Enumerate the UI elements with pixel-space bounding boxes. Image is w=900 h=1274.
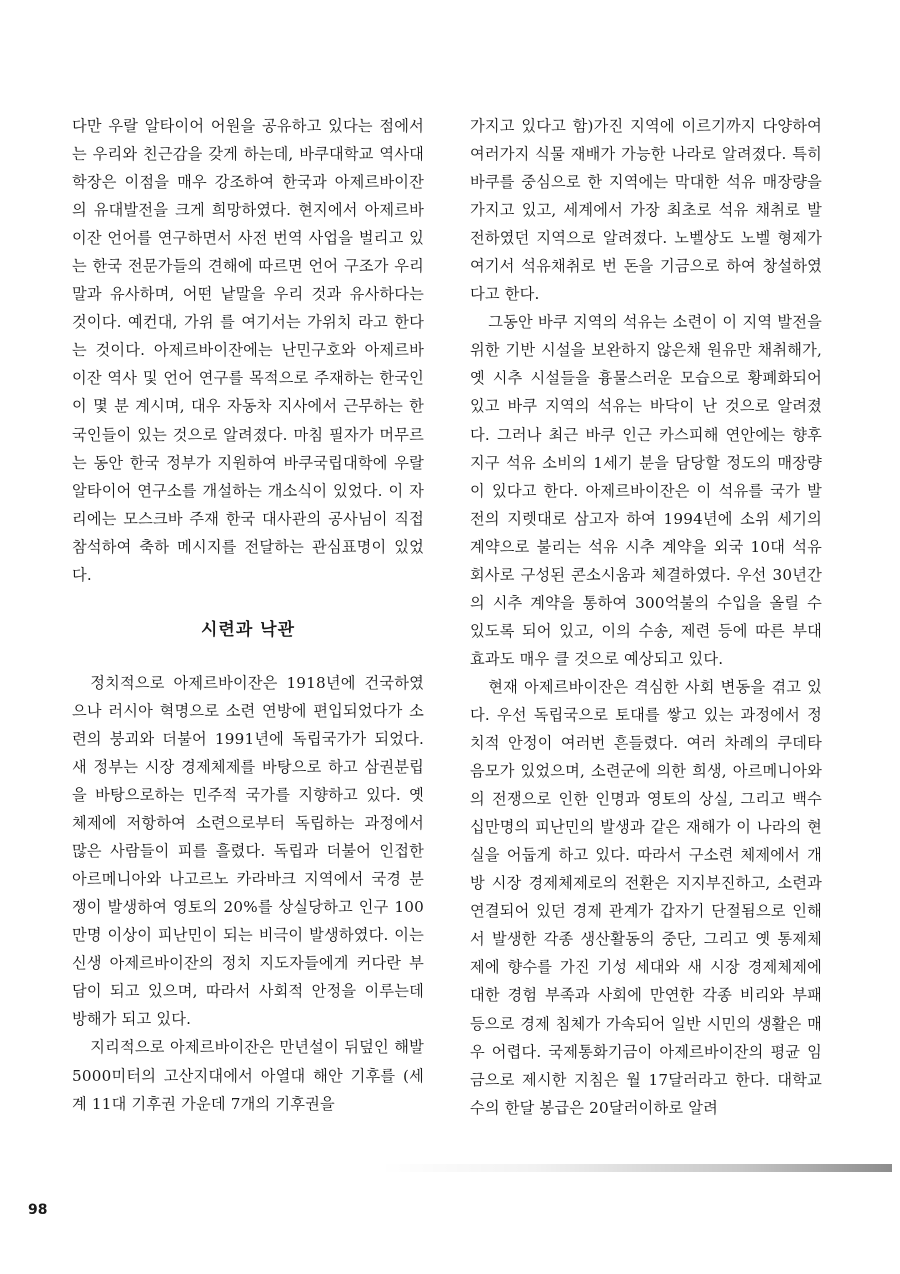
section-heading: 시련과 낙관 [200, 619, 296, 640]
body-paragraph: 그동안 바쿠 지역의 석유는 소련이 이 지역 발전을 위한 기반 시설을 보완하지 않은채 원유만 채취해가, 옛 시추 시설들을 흉물스러운 모습으로 황폐화되어 있고 바쿠 지역의 석유는 바닥이 난 것으로 알려졌다. 그러나 최근 바쿠 인근 카스피해 연안에는 향후 지구 석유 소비의 1세기 분을 담당할 정도의 매장량이 있다고 한다. 아제르바이잔은 이 석유를 국가 발전의 지렛대로 삼고자 하여 1994년에 소위 세기의 계약으로 불리는 석유 시추 계약을 외국 10대 석유 회사로 구성된 콘소시움과 체결하였다. 우선 30년간의 시추 계약을 통하여 300억불의 수입을 올릴 수 있도록 되어 있고, 이의 수송, 제련 등에 따른 부대 효과도 매우 클 것으로 예상되고 있다. [470, 313, 822, 668]
right-column [470, 112, 822, 1122]
body-paragraph: 현재 아제르바이잔은 격심한 사회 변동을 겪고 있다. 우선 독립국으로 토대를 쌓고 있는 과정에서 정치적 안정이 여러번 흔들렸다. 여러 차례의 쿠데타 음모가 있었으며, 소련군에 의한 희생, 아르메니아와의 전쟁으로 인한 인명과 영토의 상실, 그리고 백수십만명의 피난민의 발생과 같은 재해가 이 나라의 현실을 어둡게 하고 있다. 따라서 구소련 체제에서 개방 시장 경제체제로의 전환은 지지부진하고, 소련과 연결되어 있던 경제 관계가 갑자기 단절됨으로 인해서 발생한 각종 생산활동의 중단, 그리고 옛 통제체제에 향수를 가진 기성 세대와 새 시장 경제체제에 대한 경험 부족과 사회에 만연한 각종 비리와 부패 등으로 경제 침체가 가속되어 일반 시민의 생활은 매우 어렵다. 국제통화기금이 아제르바이잔의 평균 임금으로 제시한 지침은 월 17달러라고 한다. 대학교수의 한달 봉급은 20달러이하로 알려 [470, 677, 822, 1117]
body-paragraph: 다만 우랄 알타이어 어원을 공유하고 있다는 점에서는 우리와 친근감을 갖게 하는데, 바쿠대학교 역사대학장은 이점을 매우 강조하여 한국과 아제르바이잔의 유대발전을 크게 희망하였다. 현지에서 아제르바이잔 언어를 연구하면서 사전 번역 사업을 벌리고 있는 한국 전문가들의 견해에 따르면 언어 구조가 우리말과 유사하며, 어떤 낱말을 우리 것과 유사하다는 것이다. 예컨대, 가위 를 여기서는 가위치 라고 한다는 것이다. 아제르바이잔에는 난민구호와 아제르바이잔 역사 및 언어 연구를 목적으로 주재하는 한국인이 몇 분 계시며, 대우 자동차 지사에서 근무하는 한국인들이 있는 것으로 알려졌다. 마침 필자가 머무르는 동안 한국 정부가 지원하여 바쿠국립대학에 우랄알타이어 연구소를 개설하는 개소식이 있었다. 이 자리에는 모스크바 주재 한국 대사관의 공사님이 직접 참석하여 축하 메시지를 전달하는 관심표명이 있었다. [72, 117, 424, 584]
page-number: 98 [28, 1202, 48, 1218]
left-column [72, 112, 424, 1118]
body-paragraph: 지리적으로 아제르바이잔은 만년설이 뒤덮인 해발 5000미터의 고산지대에서 아열대 해안 기후를 (세계 11대 기후권 가운데 7개의 기후권을 [72, 1038, 424, 1113]
body-paragraph: 가지고 있다고 함)가진 지역에 이르기까지 다양하여 여러가지 식물 재배가 가능한 나라로 알려졌다. 특히 바쿠를 중심으로 한 지역에는 막대한 석유 매장량을 가지고 있고, 세계에서 가장 최초로 석유 채취로 발전하였던 지역으로 알려졌다. 노벨상도 노벨 형제가 여기서 석유채취로 번 돈을 기금으로 하여 창설하였다고 한다. [470, 117, 822, 304]
body-paragraph: 정치적으로 아제르바이잔은 1918년에 건국하였으나 러시아 혁명으로 소련 연방에 편입되었다가 소련의 붕괴와 더불어 1991년에 독립국가가 되었다. 새 정부는 시장 경제체제를 바탕으로 하고 삼권분립을 바탕으로하는 민주적 국가를 지향하고 있다. 옛 체제에 저항하여 소련으로부터 독립하는 과정에서 많은 사람들이 피를 흘렸다. 독립과 더불어 인접한 아르메니아와 나고르노 카라바크 지역에서 국경 분쟁이 발생하여 영토의 20%를 상실당하고 인구 100만명 이상이 피난민이 되는 비극이 발생하였다. 이는 신생 아제르바이잔의 정치 지도자들에게 커다란 부담이 되고 있으며, 따라서 사회적 안정을 이루는데 방해가 되고 있다. [72, 673, 424, 1029]
scan-noise-strip [380, 1164, 892, 1172]
